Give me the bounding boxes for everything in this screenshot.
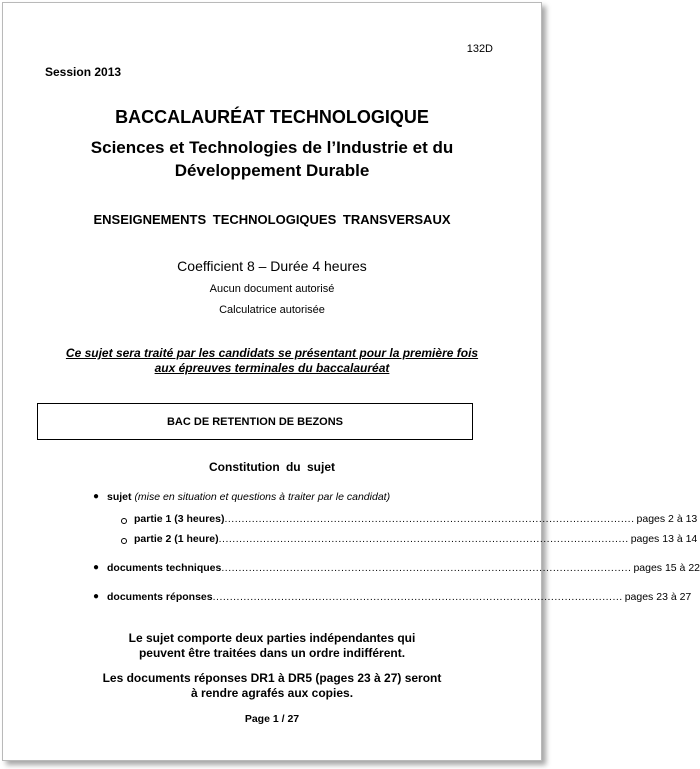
partie-2-row — [134, 533, 698, 545]
subject-title-box — [37, 403, 473, 440]
exam-title: BACCALAURÉAT TECHNOLOGIQUE — [115, 107, 429, 127]
para2-line-1: Les documents réponses DR1 à DR5 (pages 23 à 27) seront — [102, 671, 442, 685]
subtitle-line-2: Développement Durable — [174, 161, 370, 180]
para2-line-2: à rendre agrafés aux copies. — [190, 686, 354, 700]
constitution-heading: Constitution du sujet — [209, 460, 335, 474]
notice-line-1: Ce sujet sera traité par les candidats se présentant pour la première fois — [65, 346, 479, 360]
sujet-label: sujet — [107, 491, 132, 503]
no-document-rule: Aucun document autorisé — [209, 283, 335, 295]
leader-dots: ........................................................................................................................ — [224, 513, 635, 525]
docs-tech-row — [107, 562, 700, 574]
subject-code: 132D — [466, 43, 493, 55]
bullet-icon: ● — [93, 591, 100, 602]
candidate-notice — [3, 346, 541, 376]
partie-1-row — [134, 513, 698, 525]
notice-line-2: aux épreuves terminales du baccalauréat — [154, 361, 390, 375]
coefficient-duration: Coefficient 8 – Durée 4 heures — [177, 258, 367, 274]
page-number: Page 1 / 27 — [244, 713, 300, 725]
docs-tech-label: documents techniques — [107, 562, 222, 574]
docs-rep-row — [107, 591, 692, 603]
leader-dots: ........................................................................................................................ — [221, 562, 632, 574]
answer-docs-note — [3, 671, 541, 701]
partie-2-pages: pages 13 à 14 — [630, 533, 698, 545]
sujet-item — [107, 491, 390, 503]
document-page — [2, 2, 700, 761]
partie-1-label: partie 1 (3 heures) — [134, 513, 225, 525]
docs-tech-pages: pages 15 à 22 — [633, 562, 700, 574]
calculator-rule: Calculatrice autorisée — [219, 304, 325, 316]
para1-line-1: Le sujet comporte deux parties indépendantes qui — [128, 631, 416, 645]
subtitle-line-1: Sciences et Technologies de l’Industrie et du — [90, 138, 454, 157]
partie-1-pages: pages 2 à 13 — [636, 513, 698, 525]
para1-line-2: peuvent être traitées dans un ordre indifférent. — [138, 646, 406, 660]
sujet-note: (mise en situation et questions à traiter par le candidat) — [134, 491, 391, 503]
bullet-icon: ● — [93, 491, 100, 502]
subject-title: BAC DE RETENTION DE BEZONS — [166, 415, 343, 428]
session-label: Session 2013 — [45, 65, 122, 79]
section-title: ENSEIGNEMENTS TECHNOLOGIQUES TRANSVERSAUX — [93, 212, 451, 227]
partie-2-label: partie 2 (1 heure) — [134, 533, 219, 545]
circle-bullet-icon — [121, 518, 127, 524]
circle-bullet-icon — [121, 538, 127, 544]
leader-dots: ........................................................................................................................ — [212, 591, 623, 603]
docs-rep-pages: pages 23 à 27 — [624, 591, 692, 603]
docs-rep-label: documents réponses — [107, 591, 213, 603]
bullet-icon: ● — [93, 562, 100, 573]
parts-independence-note — [3, 631, 541, 661]
exam-subtitle — [3, 136, 541, 182]
leader-dots: ........................................................................................................................ — [218, 533, 629, 545]
